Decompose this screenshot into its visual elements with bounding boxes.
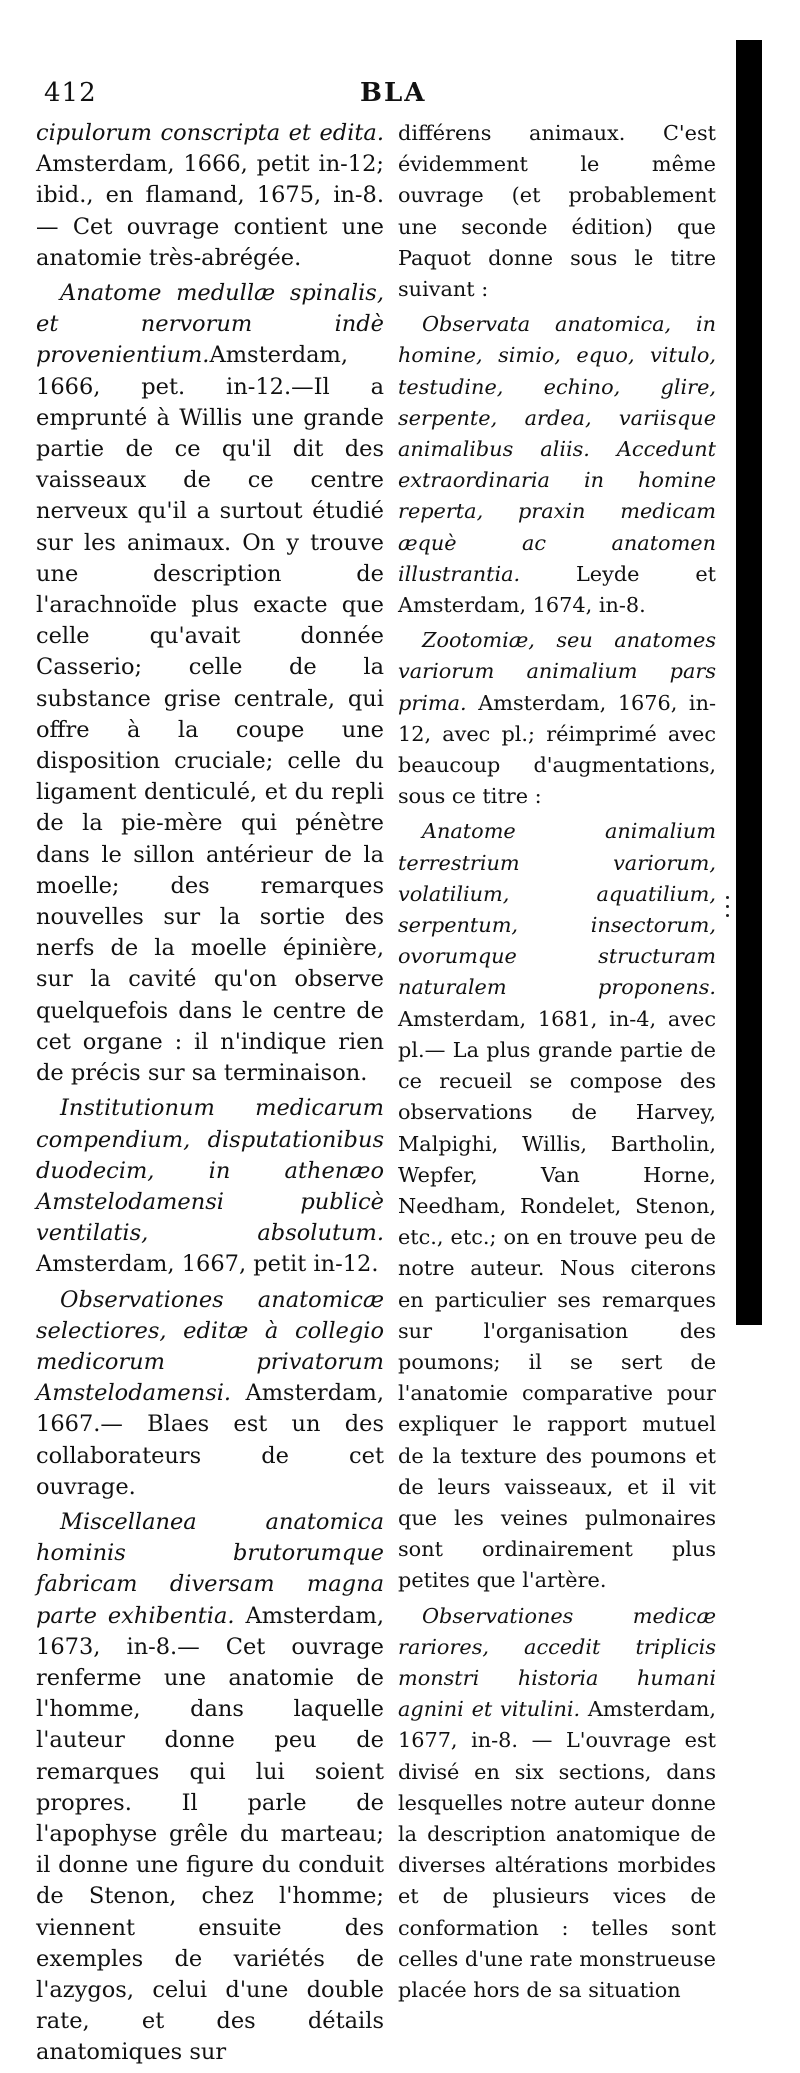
entry-7: [398, 309, 716, 621]
right-column: [398, 118, 716, 2010]
entry-text: Amsterdam, 1676, in-12, avec pl.; réimprimé avec beaucoup d'augmentations, sous ce titre :: [398, 690, 716, 809]
entry-title: Anatome animalium terrestrium variorum, volatilium, aquatilium, serpentum, insectorum, ovorumque structuram naturalem proponens.: [398, 819, 716, 1000]
entry-title: Miscellanea anatomica hominis brutorumque fabricam diversam magna parte exhibentia.: [36, 1508, 384, 1629]
entry-9: [398, 816, 716, 1596]
entry-title: Observationes anatomicæ selectiores, editæ à collegio medicorum privatorum Amstelodamensi.: [36, 1286, 384, 1407]
entry-text: Amsterdam, 1667.— Blaes est un des collaborateurs de cet ouvrage.: [36, 1380, 384, 1500]
entry-10: [398, 1601, 716, 2007]
entry-text: Amsterdam, 1666, pet. in-12.—Il a emprunté à Willis une grande partie de ce qu'il dit des vaisseaux de ce centre nerveux qu'il a surtout étudié sur les animaux. On y trouve une description de l'arachnoïde plus exacte que celle qu'avait donnée Casserio; celle de la substance grise centrale, qui offre à la coupe une disposition cruciale; celle du ligament denticulé, et du repli de la pie-mère qui pénètre dans le sillon antérieur de la moelle; des remarques nouvelles sur la sortie des nerfs de la moelle épinière, sur la cavité qu'on observe quelquefois dans le centre de cet organe : il n'indique rien de précis sur sa terminaison.: [36, 342, 384, 1087]
entry-5: [36, 1507, 384, 2069]
running-head: BLA: [360, 78, 427, 108]
entry-text: différens animaux. C'est évidemment le même ouvrage (et probablement une seconde édition) que Paquot donne sous le titre suivant :: [398, 121, 716, 302]
entry-text: Leyde et Amsterdam, 1674, in-8.: [398, 561, 716, 618]
entry-8: [398, 625, 716, 812]
entry-text: Amsterdam, 1673, in-8.— Cet ouvrage renferme une anatomie de l'homme, dans laquelle l'auteur donne peu de remarques qui lui soient propres. Il parle de l'apophyse grêle du marteau; il donne une figure du conduit de Stenon, chez l'homme; viennent ensuite des exemples de variétés de l'azygos, celui d'une double rate, et des détails anatomiques sur: [36, 1602, 384, 2066]
entry-text: Amsterdam, 1667, petit in-12.: [36, 1251, 379, 1278]
entry-3: [36, 1093, 384, 1280]
entry-1: [36, 118, 384, 274]
entry-title: Zootomiæ, seu anatomes variorum animalium pars prima.: [398, 628, 716, 715]
left-column: [36, 118, 384, 2073]
entry-title: cipulorum conscripta et edita.: [36, 120, 384, 146]
edge-specks: [724, 890, 734, 930]
entry-text: Amsterdam, 1681, in-4, avec pl.— La plus grande partie de ce recueil se compose des observations de Harvey, Malpighi, Willis, Bartholin, Wepfer, Van Horne, Needham, Rondelet, Stenon, etc., etc.; on en trouve peu de notre auteur. Nous citerons en particulier ses remarques sur l'organisation des poumons; il se sert de l'anatomie comparative pour expliquer le rapport mutuel de la texture des poumons et de leurs vaisseaux, et il vit que les veines pulmonaires sont ordinairement plus petites que l'artère.: [398, 1006, 716, 1593]
entry-title: Observationes medicæ rariores, accedit triplicis monstri historia humani agnini et vitulini.: [398, 1603, 716, 1722]
entry-text: Amsterdam, 1666, petit in-12; ibid., en flamand, 1675, in-8. — Cet ouvrage contient une anatomie très-abrégée.: [36, 151, 384, 271]
page-number: 412: [44, 78, 97, 108]
entry-4: [36, 1285, 384, 1503]
entry-text: Amsterdam, 1677, in-8. — L'ouvrage est divisé en six sections, dans lesquelles notre auteur donne la description anatomique de diverses altérations morbides et de plusieurs vices de conformation : telles sont celles d'une rate monstrueuse placée hors de sa situation: [398, 1697, 716, 2002]
entry-title: Anatome medullæ spinalis, et nervorum indè provenientium.: [36, 280, 384, 369]
entry-title: Observata anatomica, in homine, simio, equo, vitulo, testudine, echino, glire, serpente, ardea, variisque animalibus aliis. Accedunt extraordinaria in homine reperta, praxin medicam æquè ac anatomen illustrantia.: [398, 312, 716, 586]
entry-title: Institutionum medicarum compendium, disputationibus duodecim, in athenæo Amstelodamensi publicè ventilatis, absolutum.: [36, 1095, 384, 1247]
entry-6: [398, 118, 716, 305]
entry-2: [36, 278, 384, 1089]
page-edge-shadow: [736, 40, 762, 1325]
